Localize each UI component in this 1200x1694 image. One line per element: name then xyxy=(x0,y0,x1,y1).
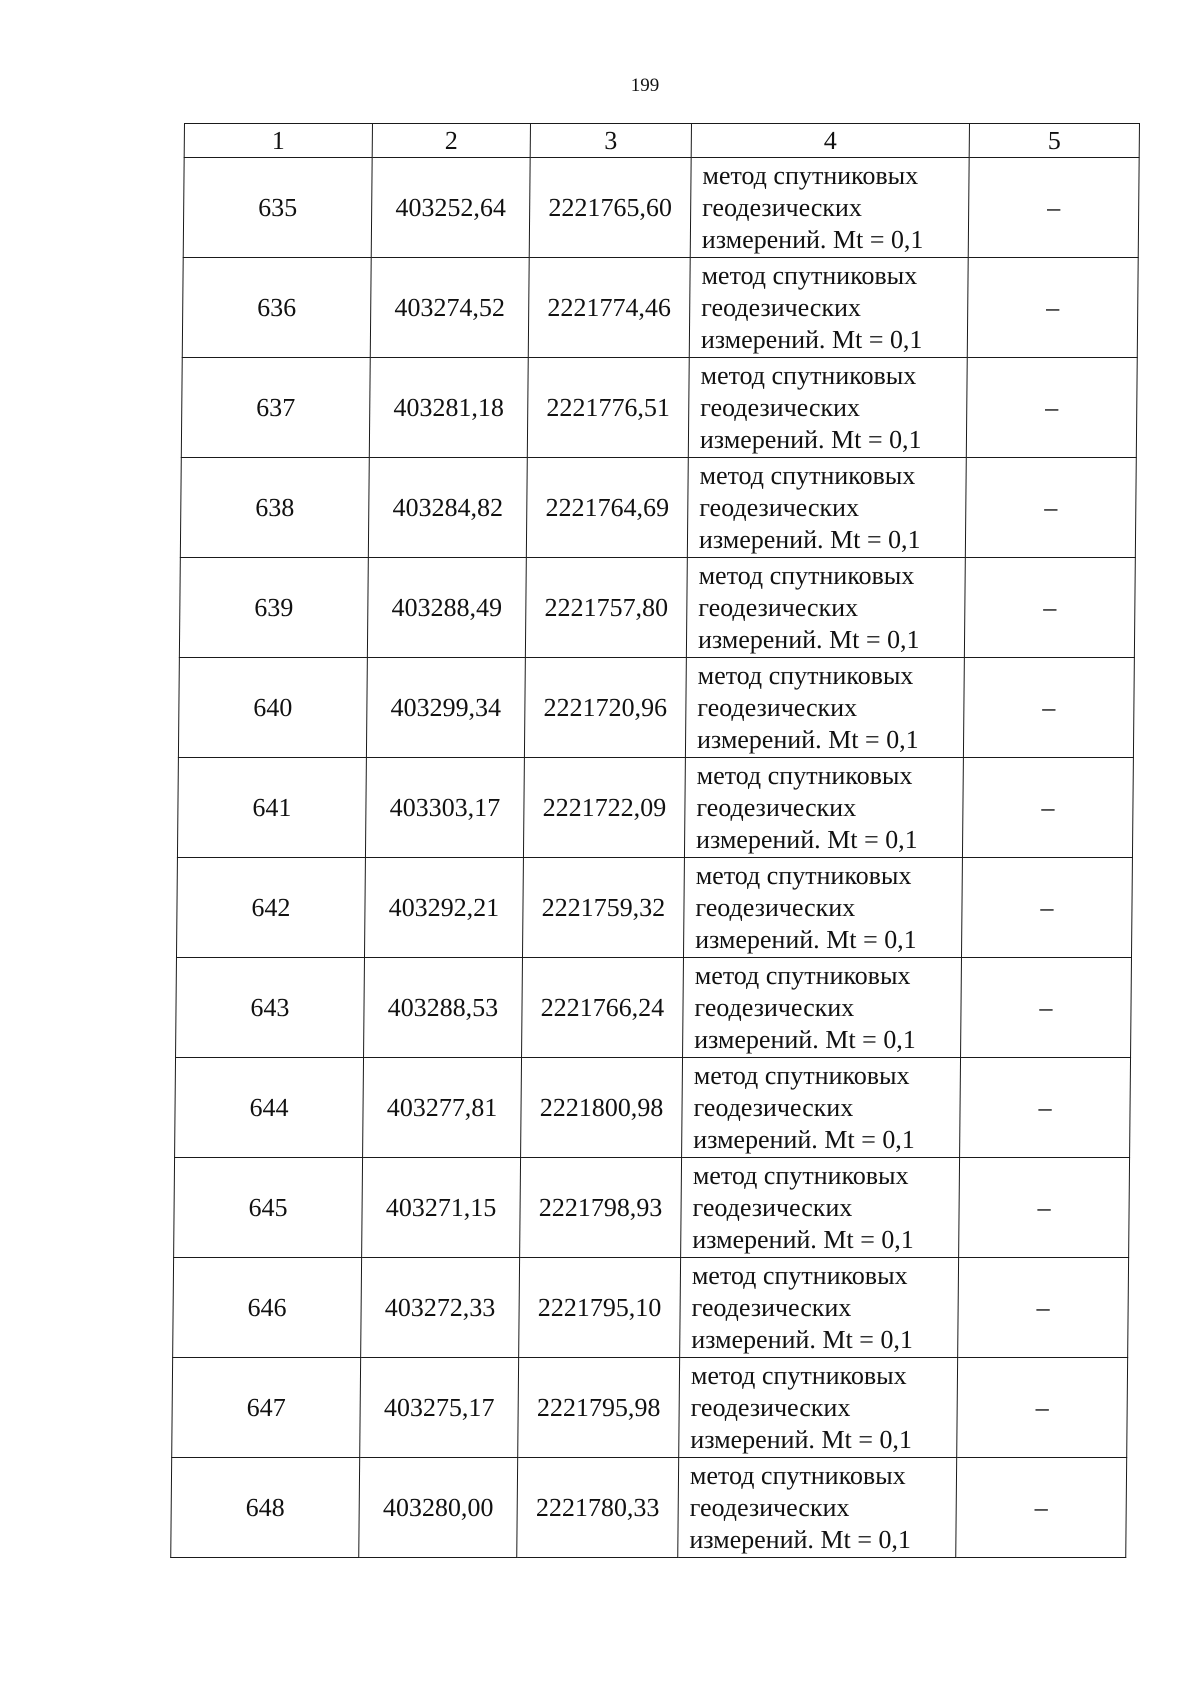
method-line: геодезических xyxy=(700,392,861,422)
method-line: измерений. Mt = 0,1 xyxy=(695,824,918,854)
y-coordinate-cell: 2221795,10 xyxy=(519,1258,681,1358)
coordinates-table xyxy=(170,123,1140,1558)
table-row xyxy=(178,658,1134,758)
method-line: метод спутниковых xyxy=(697,660,914,690)
y-coordinate-cell: 2221800,98 xyxy=(521,1058,683,1158)
method-line: метод спутниковых xyxy=(694,960,911,990)
header-col-3: 3 xyxy=(530,124,691,158)
method-line: измерений. Mt = 0,1 xyxy=(695,924,917,954)
method-line: измерений. Mt = 0,1 xyxy=(700,324,923,354)
table-row xyxy=(171,1458,1127,1558)
method-line: измерений. Mt = 0,1 xyxy=(701,224,924,254)
table-row xyxy=(182,258,1138,358)
note-cell: – xyxy=(960,1058,1131,1158)
point-number-cell: 644 xyxy=(175,1058,364,1158)
table-row xyxy=(183,158,1139,258)
method-line: геодезических xyxy=(694,992,855,1022)
table-row xyxy=(180,458,1136,558)
y-coordinate-cell: 2221780,33 xyxy=(517,1458,679,1558)
table-header xyxy=(184,124,1139,158)
note-cell: – xyxy=(967,258,1138,358)
method-cell xyxy=(687,458,966,558)
method-line: измерений. Mt = 0,1 xyxy=(689,1524,912,1554)
note-cell: – xyxy=(961,858,1132,958)
x-coordinate-cell: 403281,18 xyxy=(369,358,528,458)
note-cell: – xyxy=(965,458,1136,558)
method-line: геодезических xyxy=(701,292,862,322)
point-number-cell: 642 xyxy=(176,858,365,958)
point-number-cell: 647 xyxy=(172,1358,361,1458)
point-number-cell: 648 xyxy=(171,1458,360,1558)
method-cell xyxy=(681,1158,960,1258)
point-number-cell: 646 xyxy=(173,1258,362,1358)
point-number-cell: 641 xyxy=(177,758,366,858)
table-row xyxy=(176,958,1132,1058)
point-number-cell: 636 xyxy=(182,258,371,358)
table-row xyxy=(173,1258,1129,1358)
point-number-cell: 635 xyxy=(183,158,372,258)
note-cell: – xyxy=(961,958,1132,1058)
x-coordinate-cell: 403299,34 xyxy=(366,658,525,758)
point-number-cell: 645 xyxy=(174,1158,363,1258)
y-coordinate-cell: 2221765,60 xyxy=(529,158,691,258)
method-line: метод спутниковых xyxy=(700,360,917,390)
method-line: измерений. Mt = 0,1 xyxy=(699,424,922,454)
method-cell xyxy=(682,1058,961,1158)
header-col-5: 5 xyxy=(969,124,1139,158)
header-row xyxy=(184,124,1139,158)
method-cell xyxy=(686,558,965,658)
note-cell: – xyxy=(963,658,1134,758)
x-coordinate-cell: 403288,53 xyxy=(364,958,523,1058)
method-cell xyxy=(683,858,962,958)
y-coordinate-cell: 2221776,51 xyxy=(527,358,689,458)
y-coordinate-cell: 2221766,24 xyxy=(522,958,684,1058)
method-line: геодезических xyxy=(690,1392,851,1422)
x-coordinate-cell: 403271,15 xyxy=(362,1158,521,1258)
method-line: геодезических xyxy=(695,892,856,922)
x-coordinate-cell: 403303,17 xyxy=(365,758,524,858)
method-line: метод спутниковых xyxy=(689,1460,906,1490)
method-line: метод спутниковых xyxy=(699,460,916,490)
method-cell xyxy=(688,358,967,458)
table-row xyxy=(175,1058,1131,1158)
table-row xyxy=(174,1158,1130,1258)
x-coordinate-cell: 403288,49 xyxy=(367,558,526,658)
x-coordinate-cell: 403274,52 xyxy=(370,258,529,358)
method-line: метод спутниковых xyxy=(696,760,913,790)
method-cell xyxy=(678,1458,957,1558)
x-coordinate-cell: 403292,21 xyxy=(364,858,523,958)
point-number-cell: 643 xyxy=(176,958,365,1058)
method-cell xyxy=(690,158,969,258)
method-line: измерений. Mt = 0,1 xyxy=(697,624,920,654)
note-cell: – xyxy=(964,558,1135,658)
x-coordinate-cell: 403284,82 xyxy=(368,458,527,558)
point-number-cell: 637 xyxy=(181,358,370,458)
table-row xyxy=(181,358,1137,458)
method-line: геодезических xyxy=(696,792,857,822)
x-coordinate-cell: 403280,00 xyxy=(359,1458,518,1558)
method-line: метод спутниковых xyxy=(702,160,919,190)
method-line: геодезических xyxy=(691,1292,852,1322)
method-cell xyxy=(685,658,964,758)
method-line: измерений. Mt = 0,1 xyxy=(693,1124,915,1154)
x-coordinate-cell: 403252,64 xyxy=(371,158,530,258)
note-cell: – xyxy=(958,1258,1129,1358)
table-row xyxy=(177,758,1133,858)
method-line: геодезических xyxy=(699,492,860,522)
x-coordinate-cell: 403272,33 xyxy=(361,1258,520,1358)
method-line: измерений. Mt = 0,1 xyxy=(692,1224,915,1254)
method-line: метод спутниковых xyxy=(698,560,915,590)
note-cell: – xyxy=(956,1458,1127,1558)
method-line: метод спутниковых xyxy=(690,1360,907,1390)
method-line: измерений. Mt = 0,1 xyxy=(690,1424,913,1454)
method-line: метод спутниковых xyxy=(695,860,912,890)
note-cell: – xyxy=(968,158,1139,258)
method-cell xyxy=(680,1258,959,1358)
x-coordinate-cell: 403277,81 xyxy=(363,1058,522,1158)
header-col-1: 1 xyxy=(184,124,372,158)
table-row xyxy=(179,558,1135,658)
y-coordinate-cell: 2221774,46 xyxy=(528,258,690,358)
method-cell xyxy=(684,758,963,858)
note-cell: – xyxy=(966,358,1137,458)
x-coordinate-cell: 403275,17 xyxy=(360,1358,519,1458)
note-cell: – xyxy=(962,758,1133,858)
method-line: метод спутниковых xyxy=(693,1060,910,1090)
table-row xyxy=(176,858,1132,958)
table-row xyxy=(172,1358,1128,1458)
y-coordinate-cell: 2221757,80 xyxy=(525,558,687,658)
point-number-cell: 640 xyxy=(178,658,367,758)
method-line: измерений. Mt = 0,1 xyxy=(698,524,921,554)
point-number-cell: 638 xyxy=(180,458,369,558)
y-coordinate-cell: 2221764,69 xyxy=(526,458,688,558)
method-line: метод спутниковых xyxy=(701,260,918,290)
point-number-cell: 639 xyxy=(179,558,368,658)
y-coordinate-cell: 2221722,09 xyxy=(523,758,685,858)
table-body xyxy=(171,158,1139,1558)
note-cell: – xyxy=(957,1358,1128,1458)
method-line: геодезических xyxy=(702,192,863,222)
method-line: измерений. Mt = 0,1 xyxy=(696,724,919,754)
y-coordinate-cell: 2221795,98 xyxy=(518,1358,680,1458)
page-number: 199 xyxy=(630,75,660,96)
method-cell xyxy=(683,958,962,1058)
method-line: геодезических xyxy=(693,1092,854,1122)
method-line: метод спутниковых xyxy=(692,1160,909,1190)
method-cell xyxy=(679,1358,958,1458)
method-line: метод спутниковых xyxy=(691,1260,908,1290)
method-cell xyxy=(689,258,968,358)
y-coordinate-cell: 2221798,93 xyxy=(520,1158,682,1258)
header-col-4: 4 xyxy=(691,124,969,158)
method-line: геодезических xyxy=(692,1192,853,1222)
method-line: геодезических xyxy=(698,592,859,622)
note-cell: – xyxy=(959,1158,1130,1258)
method-line: измерений. Mt = 0,1 xyxy=(691,1324,914,1354)
y-coordinate-cell: 2221720,96 xyxy=(524,658,686,758)
method-line: геодезических xyxy=(689,1492,850,1522)
header-col-2: 2 xyxy=(372,124,530,158)
method-line: геодезических xyxy=(697,692,858,722)
y-coordinate-cell: 2221759,32 xyxy=(522,858,684,958)
method-line: измерений. Mt = 0,1 xyxy=(694,1024,916,1054)
